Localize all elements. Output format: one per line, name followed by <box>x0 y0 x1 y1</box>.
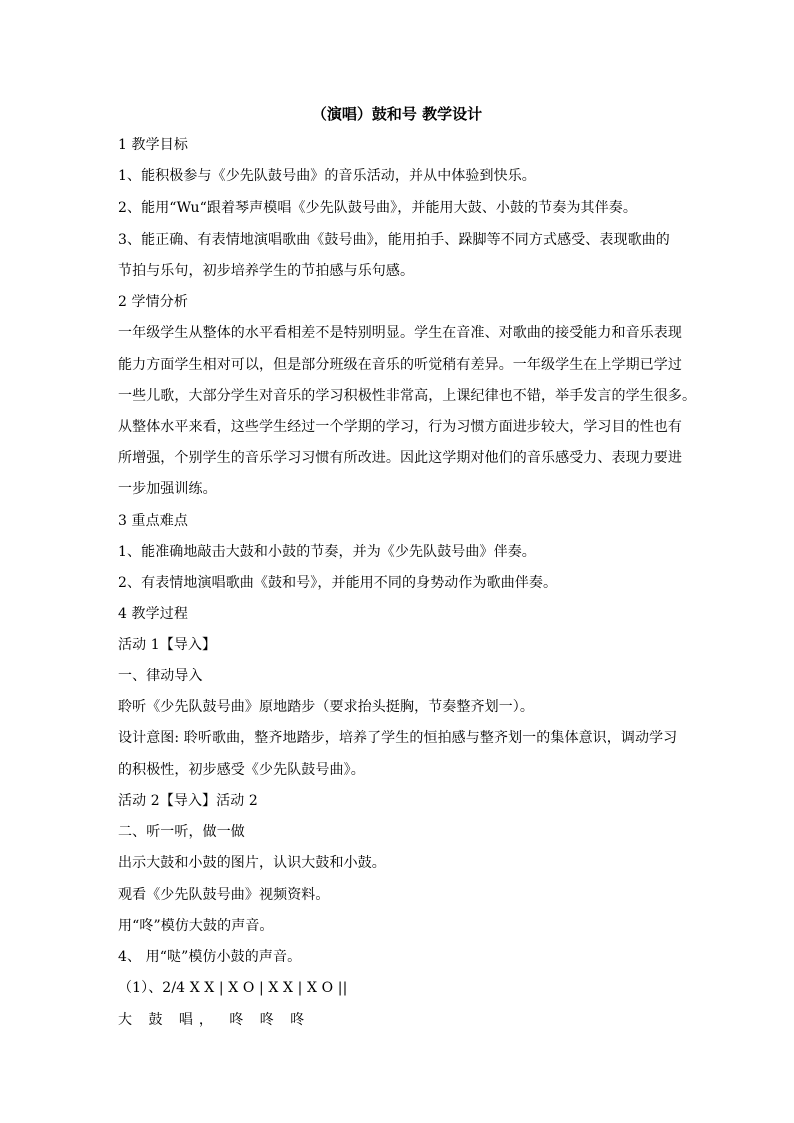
analysis-line: 从整体水平来看，这些学生经过一个学期的学习，行为习惯方面进步较大，学习目的性也有 <box>118 419 682 435</box>
analysis-line: 所增强，个别学生的音乐学习习惯有所改进。因此这学期对他们的音乐感受力、表现力要进 <box>118 450 682 466</box>
process-line: 用“咚”模仿大鼓的声音。 <box>118 918 274 934</box>
process-line: 活动 2【导入】活动 2 <box>118 793 258 809</box>
process-line: 聆听《少先队鼓号曲》原地踏步（要求抬头挺胸，节奏整齐划一）。 <box>118 699 534 715</box>
process-line: 观看《少先队鼓号曲》视频资料。 <box>118 887 330 903</box>
goal-item: 1、能积极参与《少先队鼓号曲》的音乐活动，并从中体验到快乐。 <box>118 168 536 184</box>
key-point-item: 2、有表情地演唱歌曲《鼓和号》，并能用不同的身势动作为歌曲伴奏。 <box>118 575 558 591</box>
analysis-line: 一步加强训练。 <box>118 481 217 497</box>
page-title: （演唱）鼓和号 教学设计 <box>311 105 483 123</box>
process-line: 一、律动导入 <box>118 668 203 684</box>
goal-item: 节拍与乐句，初步培养学生的节拍感与乐句感。 <box>118 263 415 279</box>
process-line: 活动 1【导入】 <box>118 637 217 653</box>
process-line: 设计意图: 聆听歌曲，整齐地踏步，培养了学生的恒拍感与整齐划一的集体意识，调动学习 <box>118 730 678 746</box>
analysis-line: 一年级学生从整体的水平看相差不是特别明显。学生在音准、对歌曲的接受能力和音乐表现 <box>118 325 682 341</box>
goals-heading: 1 教学目标 <box>118 137 188 153</box>
process-line: 4、 用“哒”模仿小鼓的声音。 <box>118 949 302 965</box>
analysis-heading: 2 学情分析 <box>118 294 188 310</box>
lyric-line: 大 鼓 唱， 咚 咚 咚 <box>118 1012 311 1028</box>
process-heading: 4 教学过程 <box>118 606 188 622</box>
key-points-heading: 3 重点难点 <box>118 513 188 529</box>
key-point-item: 1、能准确地敲击大鼓和小鼓的节奏，并为《少先队鼓号曲》伴奏。 <box>118 544 536 560</box>
analysis-line: 一些儿歌，大部分学生对音乐的学习积极性非常高，上课纪律也不错，举手发言的学生很多。 <box>118 388 697 404</box>
analysis-line: 能力方面学生相对可以，但是部分班级在音乐的听觉稍有差异。一年级学生在上学期已学过 <box>118 357 682 373</box>
process-line: 的积极性，初步感受《少先队鼓号曲》。 <box>118 762 365 778</box>
process-line: 二、听一听，做一做 <box>118 824 245 840</box>
rhythm-notation: （1）、2/4 X X | X O | X X | X O || <box>118 980 348 996</box>
goal-item: 3、能正确、有表情地演唱歌曲《鼓号曲》，能用拍手、跺脚等不同方式感受、表现歌曲的 <box>118 232 670 248</box>
goal-item: 2、能用“Wu“跟着琴声模唱《少先队鼓号曲》，并能用大鼓、小鼓的节奏为其伴奏。 <box>118 200 637 216</box>
process-line: 出示大鼓和小鼓的图片，认识大鼓和小鼓。 <box>118 855 386 871</box>
